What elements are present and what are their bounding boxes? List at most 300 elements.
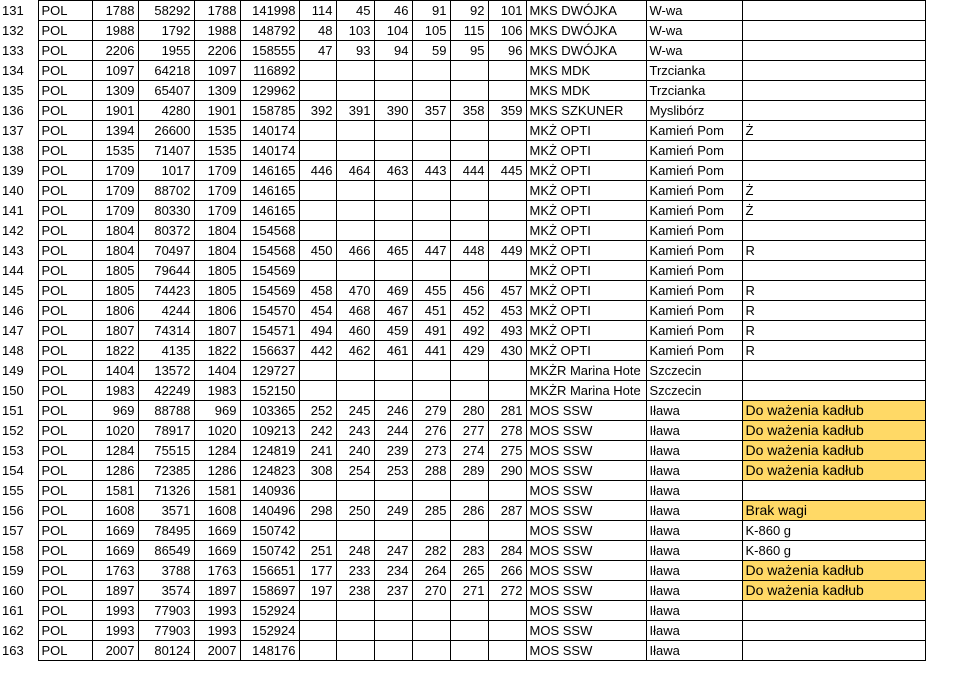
cell-city: Iława <box>646 521 742 541</box>
cell-note: Ż <box>742 181 925 201</box>
cell-club: MKS SZKUNER <box>526 101 646 121</box>
cell-c: 1806 <box>194 301 240 321</box>
cell-s3 <box>374 181 412 201</box>
cell-s5 <box>450 181 488 201</box>
cell-city: W-wa <box>646 1 742 21</box>
cell-s3 <box>374 261 412 281</box>
cell-s2 <box>336 481 374 501</box>
cell-d: 116892 <box>240 61 299 81</box>
cell-country: POL <box>38 241 92 261</box>
cell-club: MKS MDK <box>526 61 646 81</box>
cell-club: MKS MDK <box>526 81 646 101</box>
table-row <box>0 481 925 501</box>
cell-s5: 271 <box>450 581 488 601</box>
cell-a: 1805 <box>92 261 138 281</box>
cell-row: 144 <box>2 263 24 278</box>
cell-c: 1993 <box>194 601 240 621</box>
cell-b: 26600 <box>138 121 194 141</box>
cell-s6: 284 <box>488 541 526 561</box>
cell-s4: 357 <box>412 101 450 121</box>
cell-note: Brak wagi <box>742 501 925 521</box>
cell-club: MKS DWÓJKA <box>526 21 646 41</box>
cell-b: 4135 <box>138 341 194 361</box>
cell-s1 <box>299 381 336 401</box>
cell-d: 152924 <box>240 621 299 641</box>
cell-a: 1788 <box>92 1 138 21</box>
cell-a: 1581 <box>92 481 138 501</box>
cell-s6 <box>488 481 526 501</box>
cell-note <box>742 81 925 101</box>
cell-s5 <box>450 201 488 221</box>
cell-b: 4280 <box>138 101 194 121</box>
cell-s3 <box>374 61 412 81</box>
cell-b: 13572 <box>138 361 194 381</box>
cell-b: 1955 <box>138 41 194 61</box>
cell-b: 42249 <box>138 381 194 401</box>
cell-city: W-wa <box>646 21 742 41</box>
cell-s5 <box>450 61 488 81</box>
cell-s3: 104 <box>374 21 412 41</box>
cell-c: 1993 <box>194 621 240 641</box>
cell-s3: 465 <box>374 241 412 261</box>
cell-city: Iława <box>646 601 742 621</box>
cell-note: R <box>742 321 925 341</box>
cell-s1 <box>299 361 336 381</box>
table-row <box>0 181 925 201</box>
cell-country: POL <box>38 261 92 281</box>
cell-s6: 101 <box>488 1 526 21</box>
cell-d: 146165 <box>240 161 299 181</box>
cell-city: Kamień Pom <box>646 161 742 181</box>
cell-s5: 429 <box>450 341 488 361</box>
cell-s5 <box>450 381 488 401</box>
cell-s2 <box>336 121 374 141</box>
cell-city: Iława <box>646 461 742 481</box>
cell-s3: 237 <box>374 581 412 601</box>
cell-s5 <box>450 141 488 161</box>
cell-d: 148176 <box>240 641 299 661</box>
cell-s2 <box>336 641 374 661</box>
cell-s1: 242 <box>299 421 336 441</box>
cell-s2 <box>336 81 374 101</box>
cell-c: 1983 <box>194 381 240 401</box>
cell-club: MOS SSW <box>526 501 646 521</box>
cell-s1: 252 <box>299 401 336 421</box>
cell-club: MOS SSW <box>526 641 646 661</box>
cell-row: 162 <box>2 623 24 638</box>
cell-a: 1804 <box>92 221 138 241</box>
cell-s1: 458 <box>299 281 336 301</box>
cell-s5 <box>450 621 488 641</box>
cell-note: R <box>742 301 925 321</box>
cell-row: 145 <box>2 283 24 298</box>
cell-s4 <box>412 181 450 201</box>
cell-row: 142 <box>2 223 24 238</box>
cell-club: MOS SSW <box>526 481 646 501</box>
cell-c: 1608 <box>194 501 240 521</box>
cell-country: POL <box>38 621 92 641</box>
table-row <box>0 421 925 441</box>
cell-s2: 238 <box>336 581 374 601</box>
cell-row: 133 <box>2 43 24 58</box>
cell-s4 <box>412 261 450 281</box>
cell-note: Ż <box>742 201 925 221</box>
cell-row: 150 <box>2 383 24 398</box>
cell-b: 3788 <box>138 561 194 581</box>
cell-s1 <box>299 641 336 661</box>
cell-b: 1792 <box>138 21 194 41</box>
cell-note <box>742 61 925 81</box>
cell-s6: 106 <box>488 21 526 41</box>
cell-s4: 441 <box>412 341 450 361</box>
cell-row: 160 <box>2 583 24 598</box>
cell-s2: 464 <box>336 161 374 181</box>
table-row <box>0 161 925 181</box>
cell-note <box>742 641 925 661</box>
cell-club: MOS SSW <box>526 601 646 621</box>
cell-country: POL <box>38 501 92 521</box>
cell-s5 <box>450 261 488 281</box>
cell-club: MOS SSW <box>526 421 646 441</box>
cell-d: 109213 <box>240 421 299 441</box>
cell-a: 1988 <box>92 21 138 41</box>
cell-a: 1669 <box>92 541 138 561</box>
cell-a: 2206 <box>92 41 138 61</box>
cell-b: 1017 <box>138 161 194 181</box>
cell-club: MOS SSW <box>526 401 646 421</box>
cell-note: R <box>742 281 925 301</box>
cell-s1 <box>299 481 336 501</box>
cell-s2: 462 <box>336 341 374 361</box>
cell-s4: 285 <box>412 501 450 521</box>
cell-s4: 273 <box>412 441 450 461</box>
cell-s2 <box>336 261 374 281</box>
cell-s4 <box>412 61 450 81</box>
cell-country: POL <box>38 341 92 361</box>
cell-row: 155 <box>2 483 24 498</box>
cell-s1: 251 <box>299 541 336 561</box>
cell-s2: 470 <box>336 281 374 301</box>
cell-club: MOS SSW <box>526 541 646 561</box>
table-row <box>0 461 925 481</box>
cell-s4: 443 <box>412 161 450 181</box>
cell-s6: 453 <box>488 301 526 321</box>
cell-club: MKŻ OPTI <box>526 241 646 261</box>
cell-c: 1286 <box>194 461 240 481</box>
cell-city: Trzcianka <box>646 81 742 101</box>
cell-a: 1709 <box>92 181 138 201</box>
cell-b: 71407 <box>138 141 194 161</box>
cell-s6: 266 <box>488 561 526 581</box>
cell-country: POL <box>38 321 92 341</box>
cell-s1 <box>299 81 336 101</box>
cell-s4 <box>412 381 450 401</box>
table-row <box>0 641 925 661</box>
cell-s5 <box>450 361 488 381</box>
table-row <box>0 81 925 101</box>
cell-c: 1805 <box>194 261 240 281</box>
cell-country: POL <box>38 421 92 441</box>
cell-row: 154 <box>2 463 24 478</box>
cell-country: POL <box>38 281 92 301</box>
cell-s1: 494 <box>299 321 336 341</box>
cell-s6 <box>488 261 526 281</box>
cell-s1: 47 <box>299 41 336 61</box>
cell-s1 <box>299 61 336 81</box>
cell-country: POL <box>38 441 92 461</box>
cell-s4 <box>412 81 450 101</box>
cell-s5: 444 <box>450 161 488 181</box>
cell-s3: 390 <box>374 101 412 121</box>
cell-s6 <box>488 621 526 641</box>
cell-s1 <box>299 201 336 221</box>
cell-s4 <box>412 201 450 221</box>
cell-b: 70497 <box>138 241 194 261</box>
cell-club: MOS SSW <box>526 441 646 461</box>
cell-s3: 46 <box>374 1 412 21</box>
cell-s6 <box>488 221 526 241</box>
cell-a: 1805 <box>92 281 138 301</box>
cell-note: Do ważenia kadłub <box>742 441 925 461</box>
cell-d: 129962 <box>240 81 299 101</box>
cell-d: 156651 <box>240 561 299 581</box>
table-row <box>0 361 925 381</box>
cell-note: Do ważenia kadłub <box>742 401 925 421</box>
cell-s2: 245 <box>336 401 374 421</box>
cell-city: Iława <box>646 541 742 561</box>
cell-s1 <box>299 141 336 161</box>
cell-d: 154568 <box>240 221 299 241</box>
cell-city: Iława <box>646 421 742 441</box>
cell-s6 <box>488 81 526 101</box>
cell-country: POL <box>38 141 92 161</box>
cell-s4: 447 <box>412 241 450 261</box>
cell-c: 1709 <box>194 161 240 181</box>
cell-c: 1535 <box>194 121 240 141</box>
cell-s1: 454 <box>299 301 336 321</box>
cell-s4 <box>412 221 450 241</box>
cell-row: 143 <box>2 243 24 258</box>
cell-city: Iława <box>646 561 742 581</box>
cell-d: 150742 <box>240 541 299 561</box>
cell-b: 78495 <box>138 521 194 541</box>
cell-c: 1807 <box>194 321 240 341</box>
cell-s3: 467 <box>374 301 412 321</box>
cell-c: 1822 <box>194 341 240 361</box>
cell-s1 <box>299 221 336 241</box>
cell-d: 154568 <box>240 241 299 261</box>
cell-row: 151 <box>2 403 24 418</box>
cell-b: 4244 <box>138 301 194 321</box>
cell-s5: 95 <box>450 41 488 61</box>
cell-country: POL <box>38 381 92 401</box>
cell-note <box>742 41 925 61</box>
cell-c: 1709 <box>194 181 240 201</box>
cell-s4 <box>412 141 450 161</box>
cell-a: 1822 <box>92 341 138 361</box>
cell-club: MKŻ OPTI <box>526 341 646 361</box>
cell-note <box>742 221 925 241</box>
cell-d: 140936 <box>240 481 299 501</box>
cell-note: Do ważenia kadłub <box>742 581 925 601</box>
cell-s6 <box>488 201 526 221</box>
cell-d: 158555 <box>240 41 299 61</box>
cell-country: POL <box>38 301 92 321</box>
cell-club: MOS SSW <box>526 521 646 541</box>
cell-row: 134 <box>2 63 24 78</box>
cell-country: POL <box>38 181 92 201</box>
cell-a: 1993 <box>92 601 138 621</box>
cell-s3: 459 <box>374 321 412 341</box>
table-row <box>0 441 925 461</box>
cell-c: 1669 <box>194 541 240 561</box>
cell-country: POL <box>38 121 92 141</box>
table-row <box>0 301 925 321</box>
cell-club: MOS SSW <box>526 561 646 581</box>
table-row <box>0 201 925 221</box>
cell-b: 78917 <box>138 421 194 441</box>
cell-s5 <box>450 641 488 661</box>
cell-d: 150742 <box>240 521 299 541</box>
cell-s3: 249 <box>374 501 412 521</box>
cell-s6 <box>488 121 526 141</box>
cell-s1: 298 <box>299 501 336 521</box>
cell-s1 <box>299 601 336 621</box>
cell-s3: 461 <box>374 341 412 361</box>
cell-s5: 277 <box>450 421 488 441</box>
cell-s5: 280 <box>450 401 488 421</box>
cell-a: 1535 <box>92 141 138 161</box>
table-row <box>0 41 925 61</box>
cell-s3: 244 <box>374 421 412 441</box>
cell-s2: 248 <box>336 541 374 561</box>
cell-city: Kamień Pom <box>646 221 742 241</box>
table-row <box>0 321 925 341</box>
cell-s6 <box>488 641 526 661</box>
cell-b: 80124 <box>138 641 194 661</box>
cell-s6: 445 <box>488 161 526 181</box>
cell-s1 <box>299 121 336 141</box>
cell-s4: 282 <box>412 541 450 561</box>
cell-b: 77903 <box>138 621 194 641</box>
cell-s2 <box>336 181 374 201</box>
cell-country: POL <box>38 101 92 121</box>
cell-s1 <box>299 261 336 281</box>
table-row <box>0 381 925 401</box>
cell-a: 1983 <box>92 381 138 401</box>
cell-s1: 442 <box>299 341 336 361</box>
cell-club: MOS SSW <box>526 621 646 641</box>
cell-s6 <box>488 61 526 81</box>
cell-city: Iława <box>646 641 742 661</box>
cell-a: 1901 <box>92 101 138 121</box>
cell-d: 152924 <box>240 601 299 621</box>
cell-s2: 391 <box>336 101 374 121</box>
cell-city: Kamień Pom <box>646 121 742 141</box>
cell-note: R <box>742 241 925 261</box>
cell-a: 1669 <box>92 521 138 541</box>
cell-country: POL <box>38 601 92 621</box>
table-row <box>0 601 925 621</box>
cell-c: 1581 <box>194 481 240 501</box>
cell-s2: 243 <box>336 421 374 441</box>
cell-s3: 463 <box>374 161 412 181</box>
cell-s2: 93 <box>336 41 374 61</box>
cell-s3 <box>374 361 412 381</box>
cell-s4 <box>412 521 450 541</box>
cell-row: 158 <box>2 543 24 558</box>
cell-city: Kamień Pom <box>646 201 742 221</box>
cell-b: 75515 <box>138 441 194 461</box>
cell-a: 1709 <box>92 161 138 181</box>
cell-club: MKŻR Marina Hote <box>526 381 646 401</box>
cell-b: 65407 <box>138 81 194 101</box>
cell-s6: 457 <box>488 281 526 301</box>
cell-s1: 241 <box>299 441 336 461</box>
cell-note: Do ważenia kadłub <box>742 561 925 581</box>
cell-city: Kamień Pom <box>646 281 742 301</box>
table-row <box>0 101 925 121</box>
cell-a: 969 <box>92 401 138 421</box>
cell-club: MKŻ OPTI <box>526 161 646 181</box>
cell-s5 <box>450 601 488 621</box>
cell-city: Szczecin <box>646 361 742 381</box>
cell-a: 1404 <box>92 361 138 381</box>
cell-c: 969 <box>194 401 240 421</box>
cell-row: 149 <box>2 363 24 378</box>
table-row <box>0 401 925 421</box>
cell-row: 156 <box>2 503 24 518</box>
cell-s5: 274 <box>450 441 488 461</box>
table-row <box>0 1 925 21</box>
cell-s4: 105 <box>412 21 450 41</box>
cell-s4: 91 <box>412 1 450 21</box>
cell-club: MKŻ OPTI <box>526 221 646 241</box>
cell-city: Kamień Pom <box>646 141 742 161</box>
cell-club: MKS DWÓJKA <box>526 1 646 21</box>
cell-city: Kamień Pom <box>646 301 742 321</box>
cell-s6: 449 <box>488 241 526 261</box>
cell-s6 <box>488 521 526 541</box>
cell-s1 <box>299 181 336 201</box>
cell-s1 <box>299 521 336 541</box>
cell-s5: 358 <box>450 101 488 121</box>
cell-s2: 460 <box>336 321 374 341</box>
cell-s3: 469 <box>374 281 412 301</box>
cell-b: 79644 <box>138 261 194 281</box>
cell-d: 124823 <box>240 461 299 481</box>
cell-row: 153 <box>2 443 24 458</box>
cell-s3 <box>374 201 412 221</box>
table-row <box>0 261 925 281</box>
cell-s4 <box>412 481 450 501</box>
cell-s3 <box>374 641 412 661</box>
cell-s6 <box>488 361 526 381</box>
cell-country: POL <box>38 1 92 21</box>
cell-s1: 177 <box>299 561 336 581</box>
cell-s5: 265 <box>450 561 488 581</box>
cell-country: POL <box>38 21 92 41</box>
cell-row: 157 <box>2 523 24 538</box>
cell-c: 1805 <box>194 281 240 301</box>
cell-s4 <box>412 641 450 661</box>
cell-s4: 455 <box>412 281 450 301</box>
cell-s4 <box>412 601 450 621</box>
cell-s6 <box>488 381 526 401</box>
cell-c: 1804 <box>194 241 240 261</box>
cell-s3 <box>374 141 412 161</box>
cell-s5: 289 <box>450 461 488 481</box>
